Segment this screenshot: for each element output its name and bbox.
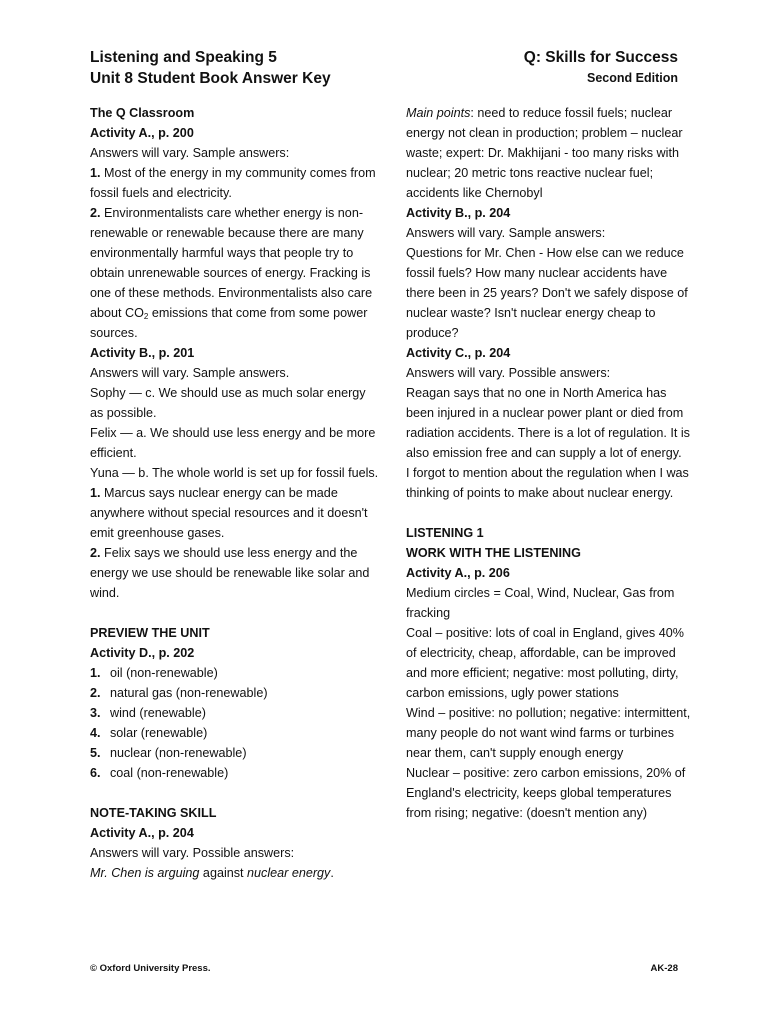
item-number: 2. — [90, 686, 101, 700]
answer-item — [90, 203, 380, 343]
answer-sentence — [90, 863, 380, 883]
edition-label: Second Edition — [587, 71, 678, 85]
answer-wind: Wind – positive: no pollution; negative: intermittent, many people do not want wind farms or turbines near them, can't supply enough energy — [406, 706, 691, 760]
italic-text: Mr. Chen is arguing — [90, 866, 200, 880]
item-number: 3. — [90, 706, 101, 720]
page-footer — [90, 963, 678, 979]
item-text: solar (renewable) — [110, 726, 208, 740]
item-text: coal (non-renewable) — [110, 766, 229, 780]
header-left — [90, 47, 331, 89]
item-text: wind (renewable) — [110, 706, 206, 720]
item-number: 4. — [90, 726, 101, 740]
item-text: Marcus says nuclear energy can be made anywhere without special resources and it doesn't emit greenhouse gases. — [90, 486, 368, 540]
activity-heading: Activity B., p. 201 — [90, 346, 195, 360]
item-number: 5. — [90, 746, 101, 760]
item-number: 1. — [90, 166, 101, 180]
answer-text: I forgot to mention about the regulation when I was thinking of points to make about nuclear energy. — [406, 466, 689, 500]
right-column — [406, 103, 696, 823]
activity-heading: Activity A., p. 206 — [406, 566, 510, 580]
list-item — [90, 763, 380, 783]
main-points-text: : need to reduce fossil fuels; nuclear energy not clean in production; problem – nuclear waste; expert: Dr. Makhijani - too many risks with nuclear; 20 metric tons reactive nuclear fuel; accidents like Chernobyl — [406, 106, 683, 200]
main-points — [406, 103, 696, 203]
page-number: AK-28 — [650, 963, 678, 974]
answer-nuclear: Nuclear – positive: zero carbon emissions, 20% of England's electricity, keeps global temperatures from rising; negative: (doesn't mention any) — [406, 766, 686, 820]
list-item — [90, 683, 380, 703]
header-right — [524, 47, 678, 89]
answer-coal: Coal – positive: lots of coal in England, gives 40% of electricity, cheap, affordable, can be improved and more efficient; negative: most polluting, dirty, carbon emissions, ugly power stations — [406, 626, 684, 700]
speaker-answer-yuna: Yuna — b. The whole world is set up for fossil fuels. — [90, 466, 379, 480]
section-title-q-classroom: The Q Classroom — [90, 106, 195, 120]
item-number: 2. — [90, 206, 101, 220]
answer-intro: Answers will vary. Sample answers: — [90, 146, 290, 160]
item-number: 6. — [90, 766, 101, 780]
item-text-tail: emissions that come from some power sources. — [90, 306, 368, 340]
item-number: 1. — [90, 666, 101, 680]
spacer — [406, 503, 696, 523]
plain-text: . — [330, 866, 334, 880]
section-title-note-taking: NOTE-TAKING SKILL — [90, 806, 217, 820]
item-text: Environmentalists care whether energy is non-renewable or renewable because there are many environmentally harmful ways that people try to obtain unrenewable sources of energy. Fracking is one of these methods. Environmentalists also care about CO — [90, 206, 373, 320]
list-item — [90, 703, 380, 723]
page-header — [90, 47, 678, 91]
answer-item — [90, 483, 380, 543]
answer-intro: Answers will vary. Sample answers: — [406, 226, 606, 240]
subscript: 2 — [143, 312, 149, 321]
answer-item — [90, 163, 380, 203]
answer-intro: Answers will vary. Sample answers. — [90, 366, 290, 380]
answer-text: Medium circles = Coal, Wind, Nuclear, Gas from fracking — [406, 586, 675, 620]
item-text: nuclear (non-renewable) — [110, 746, 247, 760]
spacer — [90, 603, 380, 623]
speaker-answer-felix: Felix — a. We should use less energy and be more efficient. — [90, 426, 376, 460]
copyright: © Oxford University Press. — [90, 963, 211, 974]
activity-heading: Activity A., p. 204 — [90, 826, 194, 840]
item-text: Felix says we should use less energy and the energy we use should be renewable like solar and wind. — [90, 546, 370, 600]
section-subtitle: WORK WITH THE LISTENING — [406, 546, 581, 560]
answer-intro: Answers will vary. Possible answers: — [90, 846, 295, 860]
item-text: Most of the energy in my community comes from fossil fuels and electricity. — [90, 166, 376, 200]
list-item — [90, 723, 380, 743]
spacer — [90, 783, 380, 803]
answer-item — [90, 543, 380, 603]
activity-heading: Activity D., p. 202 — [90, 646, 195, 660]
list-item — [90, 743, 380, 763]
main-points-label: Main points — [406, 106, 471, 120]
section-title-listening-1: LISTENING 1 — [406, 526, 484, 540]
section-title-preview: PREVIEW THE UNIT — [90, 626, 210, 640]
book-title: Listening and Speaking 5 — [90, 49, 277, 66]
answer-text: Reagan says that no one in North America has been injured in a nuclear power plant or died from radiation accidents. There is a lot of regulation. It is also emission free and can supply a lot of energy. — [406, 386, 690, 460]
unit-title: Unit 8 Student Book Answer Key — [90, 70, 331, 87]
plain-text: against — [199, 866, 248, 880]
activity-heading: Activity C., p. 204 — [406, 346, 511, 360]
speaker-answer-sophy: Sophy — c. We should use as much solar energy as possible. — [90, 386, 366, 420]
item-text: natural gas (non-renewable) — [110, 686, 268, 700]
activity-heading: Activity A., p. 200 — [90, 126, 194, 140]
left-column — [90, 103, 380, 883]
answer-text: Questions for Mr. Chen - How else can we reduce fossil fuels? How many nuclear accidents have there been in 25 years? Don't we safely dispose of nuclear waste? Isn't nuclear energy cheap to produce? — [406, 246, 688, 340]
activity-heading: Activity B., p. 204 — [406, 206, 511, 220]
item-number: 2. — [90, 546, 101, 560]
list-item — [90, 663, 380, 683]
italic-text: nuclear energy — [247, 866, 331, 880]
item-text: oil (non-renewable) — [110, 666, 218, 680]
answer-intro: Answers will vary. Possible answers: — [406, 366, 611, 380]
item-number: 1. — [90, 486, 101, 500]
series-title: Q: Skills for Success — [523, 49, 678, 66]
